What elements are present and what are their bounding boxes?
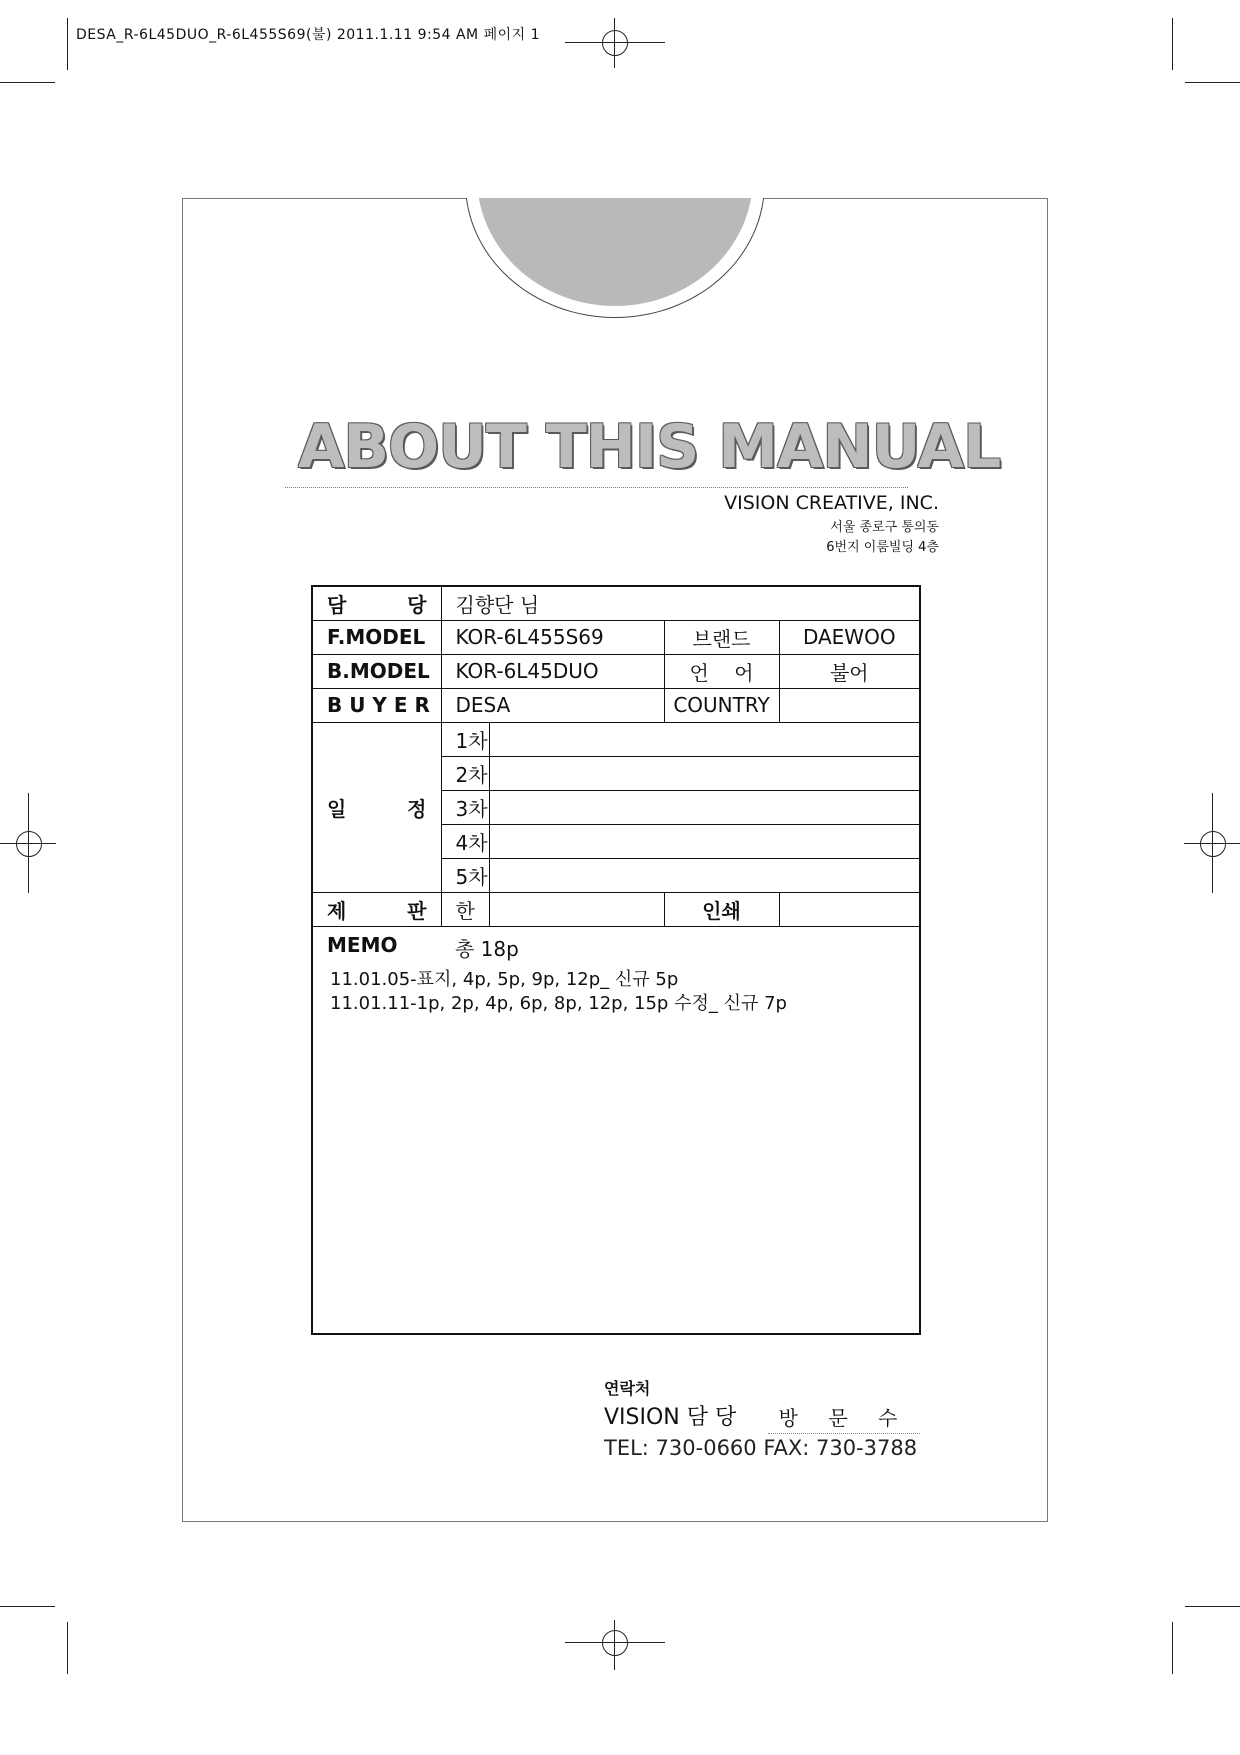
schedule-round-value (489, 858, 920, 892)
language-value: 불어 (779, 654, 920, 688)
manual-info-table (311, 585, 921, 1335)
registration-circle (602, 30, 628, 56)
registration-circle (602, 1630, 628, 1656)
schedule-round-value (489, 824, 920, 858)
buyer-value: DESA (441, 688, 664, 722)
print-label: 인쇄 (664, 892, 779, 926)
table-row (312, 688, 920, 722)
page-title: ABOUT THIS MANUAL (298, 412, 1001, 482)
schedule-round-value (489, 790, 920, 824)
schedule-round: 1차 (441, 722, 489, 756)
fmodel-value: KOR-6L455S69 (441, 620, 664, 654)
title-divider (285, 487, 908, 488)
contact-org: VISION 담 당 (604, 1405, 737, 1430)
company-address-line1: 서울 종로구 통의동 (830, 520, 939, 535)
company-name: VISION CREATIVE, INC. (724, 492, 939, 514)
manager-value: 김향단 님 (441, 586, 920, 620)
table-row (312, 620, 920, 654)
registration-circle (16, 831, 42, 857)
schedule-label: 일 정 (312, 722, 441, 892)
top-arc-decoration (465, 198, 765, 318)
manager-label: 담 당 (312, 586, 441, 620)
schedule-round: 2차 (441, 756, 489, 790)
memo-line: 11.01.05-표지, 4p, 5p, 9p, 12p_ 신규 5p (330, 968, 679, 990)
fmodel-label: F.MODEL (312, 620, 441, 654)
memo-label: MEMO (327, 932, 398, 957)
crop-mark (67, 18, 68, 70)
crop-mark (1185, 82, 1240, 83)
print-value (779, 892, 920, 926)
schedule-round: 3차 (441, 790, 489, 824)
table-row (312, 926, 920, 1334)
table-row (312, 586, 920, 620)
plate-extra (489, 892, 664, 926)
buyer-label: B U Y E R (312, 688, 441, 722)
crop-mark (1172, 1622, 1173, 1674)
memo-section (312, 926, 920, 1334)
company-address-line2: 6번지 이룸빌딩 4층 (826, 540, 939, 555)
plate-value: 한 (441, 892, 489, 926)
crop-mark (0, 82, 55, 83)
crop-mark (0, 1606, 55, 1607)
brand-value: DAEWOO (779, 620, 920, 654)
table-row (312, 654, 920, 688)
country-label: COUNTRY (664, 688, 779, 722)
table-row (312, 722, 920, 756)
schedule-round: 4차 (441, 824, 489, 858)
crop-mark (1185, 1606, 1240, 1607)
print-slug: DESA_R-6L45DUO_R-6L455S69(불) 2011.1.11 9:54 AM 페이지 1 (76, 27, 540, 43)
table-row (312, 892, 920, 926)
bmodel-value: KOR-6L45DUO (441, 654, 664, 688)
registration-circle (1200, 831, 1226, 857)
crop-mark (1172, 18, 1173, 70)
crop-mark (67, 1622, 68, 1674)
country-value (779, 688, 920, 722)
schedule-round-value (489, 722, 920, 756)
contact-person: 방 문 수 (768, 1402, 920, 1434)
language-label: 언 어 (664, 654, 779, 688)
brand-label: 브랜드 (664, 620, 779, 654)
contact-label: 연락처 (604, 1379, 651, 1398)
memo-total: 총 18p (455, 936, 519, 961)
bmodel-label: B.MODEL (312, 654, 441, 688)
contact-tel-fax: TEL: 730-0660 FAX: 730-3788 (604, 1436, 918, 1460)
memo-line: 11.01.11-1p, 2p, 4p, 6p, 8p, 12p, 15p 수정_ 신규 7p (330, 992, 787, 1014)
schedule-round-value (489, 756, 920, 790)
schedule-round: 5차 (441, 858, 489, 892)
plate-label: 제 판 (312, 892, 441, 926)
